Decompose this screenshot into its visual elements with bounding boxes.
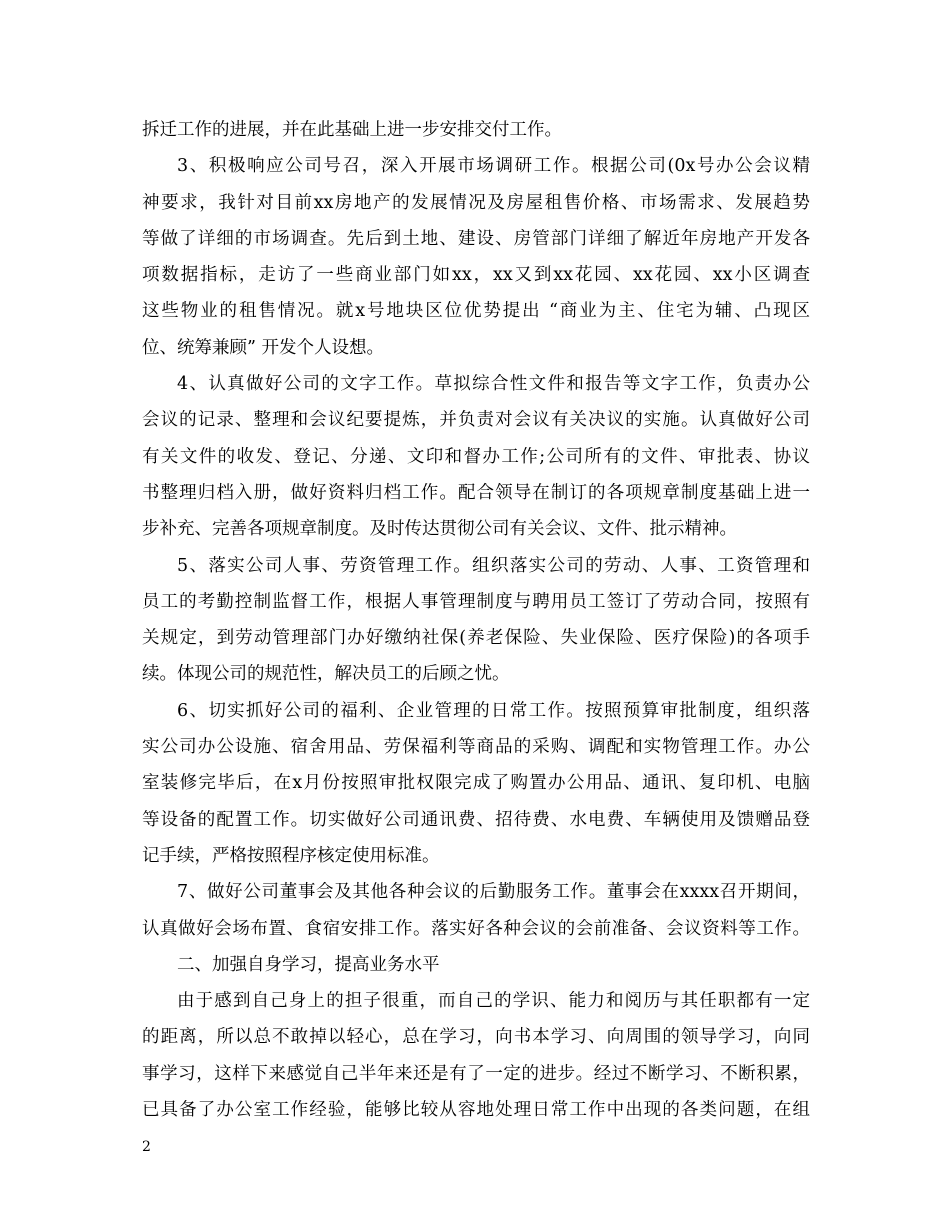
- text-line: 等做了详细的市场调查。先后到土地、建设、房管部门详细了解近年房地产开发各: [142, 228, 810, 249]
- text-line: 会议的记录、整理和会议纪要提炼，并负责对会议有关决议的实施。认真做好公司: [142, 410, 810, 431]
- text-line: 神要求，我针对目前xx房地产的发展情况及房屋租售价格、市场需求、发展趋势: [142, 192, 810, 213]
- text-line: 已具备了办公室工作经验，能够比较从容地处理日常工作中出现的各类问题，在组: [142, 1100, 810, 1121]
- document-body: [142, 112, 810, 1128]
- text-line: 室装修完毕后，在x月份按照审批权限完成了购置办公用品、通讯、复印机、电脑: [142, 773, 810, 794]
- text-line: 有关文件的收发、登记、分递、文印和督办工作;公司所有的文件、审批表、协议: [142, 446, 810, 467]
- text-line: 员工的考勤控制监督工作，根据人事管理制度与聘用员工签订了劳动合同，按照有: [142, 591, 810, 612]
- text-line: 7、做好公司董事会及其他各种会议的后勤服务工作。董事会在xxxx召开期间，: [177, 882, 810, 903]
- text-line: 3、积极响应公司号召，深入开展市场调研工作。根据公司(0x号办公会议精: [177, 156, 810, 177]
- text-line: 6、切实抓好公司的福利、企业管理的日常工作。按照预算审批制度，组织落: [177, 700, 810, 721]
- text-line: 事学习，这样下来感觉自己半年来还是有了一定的进步。经过不断学习、不断积累，: [142, 1063, 810, 1084]
- text-line: 认真做好会场布置、食宿安排工作。落实好各种会议的会前准备、会议资料等工作。: [142, 918, 810, 939]
- text-line: 拆迁工作的进展，并在此基础上进一步安排交付工作。: [142, 120, 562, 140]
- text-line: 这些物业的租售情况。就x号地块区位优势提出 “商业为主、住宅为辅、凸现区: [142, 301, 810, 322]
- text-line: 书整理归档入册，做好资料归档工作。配合领导在制订的各项规章制度基础上进一: [142, 482, 810, 503]
- text-line: 由于感到自己身上的担子很重，而自己的学识、能力和阅历与其任职都有一定: [177, 991, 810, 1012]
- text-line: 二、加强自身学习，提高业务水平: [177, 954, 440, 975]
- text-line: 等设备的配置工作。切实做好公司通讯费、招待费、水电费、车辆使用及馈赠品登: [142, 809, 810, 830]
- text-line: 4、认真做好公司的文字工作。草拟综合性文件和报告等文字工作，负责办公: [177, 374, 810, 395]
- page-number: 2: [142, 1139, 151, 1155]
- text-line: 续。体现公司的规范性，解决员工的后顾之忧。: [142, 664, 510, 685]
- text-line: 的距离，所以总不敢掉以轻心，总在学习，向书本学习、向周围的领导学习，向同: [142, 1027, 810, 1048]
- text-line: 项数据指标，走访了一些商业部门如xx，xx又到xx花园、xx花园、xx小区调查: [142, 265, 810, 286]
- text-line: 位、统筹兼顾” 开发个人设想。: [142, 337, 385, 358]
- text-line: 记手续，严格按照程序核定使用标准。: [142, 845, 440, 866]
- text-line: 5、落实公司人事、劳资管理工作。组织落实公司的劳动、人事、工资管理和: [177, 555, 810, 576]
- text-line: 步补充、完善各项规章制度。及时传达贯彻公司有关会议、文件、批示精神。: [142, 519, 737, 540]
- text-line: 实公司办公设施、宿舍用品、劳保福利等商品的采购、调配和实物管理工作。办公: [142, 737, 810, 758]
- text-line: 关规定，到劳动管理部门办好缴纳社保(养老保险、失业保险、医疗保险)的各项手: [142, 628, 810, 649]
